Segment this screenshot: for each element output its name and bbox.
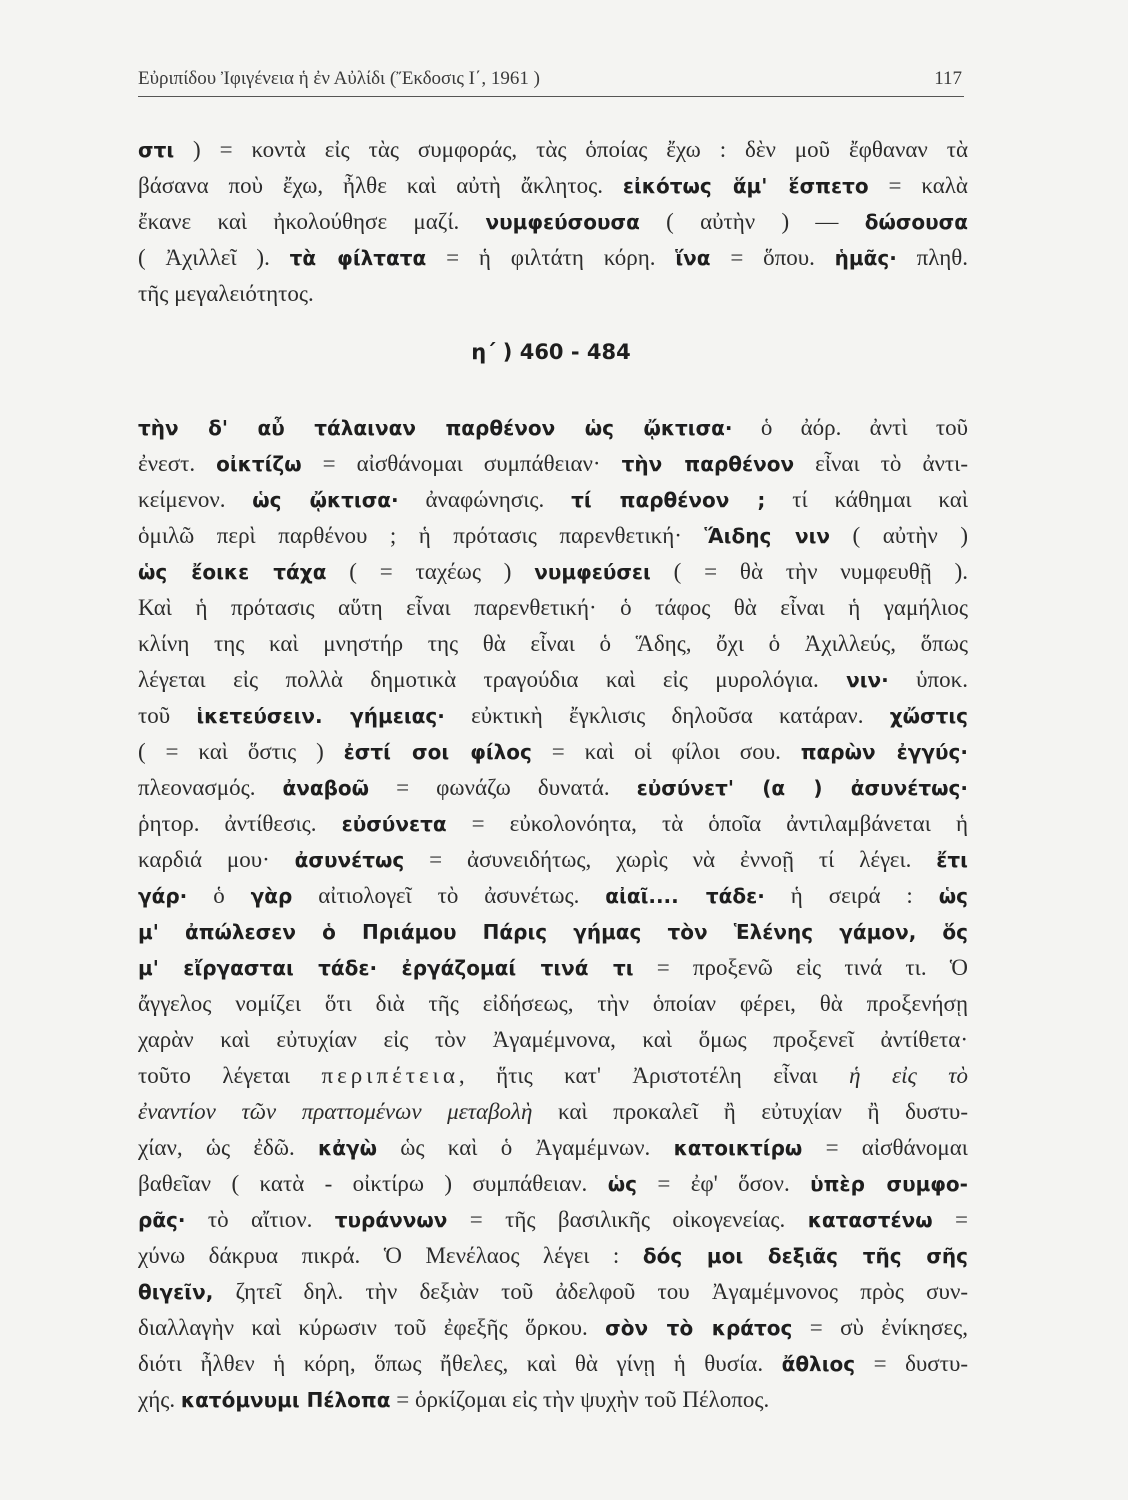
lemma-bold: τυράννων bbox=[334, 1208, 448, 1232]
text-run: ἡ σειρά : bbox=[764, 883, 939, 908]
lemma-bold: ἡμᾶς· bbox=[834, 246, 897, 270]
lemma-bold: τὴν παρθένον bbox=[621, 452, 795, 476]
text-run: = δυστυ- bbox=[855, 1351, 968, 1376]
lemma-bold: ὡς bbox=[607, 1172, 637, 1196]
text-line bbox=[138, 734, 968, 770]
lemma-bold: κατόμνυμι Πέλοπα bbox=[180, 1388, 391, 1412]
text-run: = ὅπου. bbox=[710, 245, 835, 270]
lemma-bold: τὰ φίλτατα bbox=[289, 246, 427, 270]
text-run: ( Ἀχιλλεῖ ). bbox=[138, 245, 290, 270]
lemma-bold: γάρ· bbox=[138, 884, 188, 908]
lemma-bold: σὸν τὸ κράτος bbox=[605, 1316, 793, 1340]
text-line bbox=[138, 698, 968, 734]
text-run: ὑποκ. bbox=[888, 667, 968, 692]
text-line bbox=[138, 662, 968, 698]
lemma-bold: ἱκετεύσειν. γήμειας· bbox=[196, 704, 445, 728]
text-line bbox=[138, 590, 968, 626]
text-line bbox=[138, 1202, 968, 1238]
lemma-bold: νυμφεύσει bbox=[534, 560, 651, 584]
lemma-bold: ὡς bbox=[938, 884, 968, 908]
text-run: = bbox=[932, 1207, 968, 1232]
text-line bbox=[138, 986, 968, 1022]
text-line bbox=[138, 1310, 968, 1346]
text-run: ( = θὰ τὴν νυμφευθῇ ). bbox=[650, 559, 968, 584]
text-run: = σὺ ἐνίκησες, bbox=[792, 1315, 968, 1340]
text-run: = εὐκολονόητα, τὰ ὁποῖα ἀντιλαμβάνεται ἡ bbox=[446, 811, 968, 836]
text-line bbox=[138, 554, 968, 590]
lemma-bold: ἀσυνέτως bbox=[294, 848, 405, 872]
text-run: διότι ἦλθεν ἡ κόρη, ὅπως ἤθελες, καὶ θὰ γίνῃ ἡ θυσία. bbox=[138, 1351, 782, 1376]
lemma-bold: τί παρθένον ; bbox=[571, 488, 766, 512]
lemma-bold: οἰκτίζω bbox=[216, 452, 302, 476]
lemma-bold: νιν· bbox=[846, 668, 889, 692]
text-run: = ἐφ' ὅσον. bbox=[636, 1171, 811, 1196]
text-line bbox=[138, 482, 968, 518]
text-run: = φωνάζω δυνατά. bbox=[369, 775, 637, 800]
text-line bbox=[138, 410, 968, 446]
text-run: = αἰσθάνομαι συμπάθειαν· bbox=[301, 451, 622, 476]
quotation-italic: ἐναντίον τῶν πραττομένων μεταβολὴ bbox=[138, 1099, 533, 1124]
text-run: λέγεται εἰς πολλὰ δημοτικὰ τραγούδια καὶ εἰς μυρολόγια. bbox=[138, 667, 847, 692]
text-line bbox=[138, 132, 968, 168]
text-line bbox=[138, 1130, 968, 1166]
text-line bbox=[138, 1238, 968, 1274]
text-run: διαλλαγὴν καὶ κύρωσιν τοῦ ἐφεξῆς ὅρκου. bbox=[138, 1315, 606, 1340]
text-run: τῆς μεγαλειότητος. bbox=[138, 281, 314, 306]
lemma-bold: ἔτι bbox=[936, 848, 968, 872]
lemma-bold: κἀγὼ bbox=[318, 1136, 378, 1160]
text-run: χίαν, ὡς ἐδῶ. bbox=[138, 1135, 319, 1160]
text-line bbox=[138, 518, 968, 554]
lemma-bold: καταστένω bbox=[807, 1208, 933, 1232]
lemma-bold: γὰρ bbox=[250, 884, 293, 908]
text-run: τοῦτο λέγεται bbox=[138, 1063, 322, 1088]
text-line bbox=[138, 276, 968, 312]
text-line bbox=[138, 446, 968, 482]
text-run: ἐνεστ. bbox=[138, 451, 217, 476]
lemma-bold: εὐσύνετ' (α ) ἀσυνέτως· bbox=[636, 776, 968, 800]
text-line bbox=[138, 950, 968, 986]
page-number: 117 bbox=[934, 68, 962, 89]
text-run: κείμενον. bbox=[138, 487, 253, 512]
text-run: = ἡ φιλτάτη κόρη. bbox=[426, 245, 676, 270]
lemma-bold: στι bbox=[138, 138, 175, 162]
text-run: = καλὰ bbox=[868, 173, 968, 198]
lemma-bold: νυμφεύσουσα bbox=[485, 210, 640, 234]
text-run: καρδιά μου· bbox=[138, 847, 295, 872]
text-line bbox=[138, 1274, 968, 1310]
spaced-term: περιπέτεια bbox=[321, 1063, 459, 1088]
text-run: καὶ προκαλεῖ ἢ εὐτυχίαν ἢ δυστυ- bbox=[532, 1099, 968, 1124]
lemma-bold: ἀναβοῶ bbox=[282, 776, 370, 800]
text-run: ἔκανε καὶ ἠκολούθησε μαζί. bbox=[138, 209, 486, 234]
text-line bbox=[138, 914, 968, 950]
lemma-bold: ἐστί σοι φίλος bbox=[343, 740, 532, 764]
running-title: Εὐριπίδου Ἰφιγένεια ἡ ἐν Αὐλίδι (Ἔκδοσις Ι΄, 1961 ) bbox=[138, 68, 540, 89]
text-run: Καὶ ἡ πρότασις αὕτη εἶναι παρενθετική· ὁ τάφος θὰ εἶναι ἡ γαμήλιος bbox=[138, 595, 968, 620]
running-header bbox=[138, 66, 964, 97]
text-line bbox=[138, 1346, 968, 1382]
lemma-bold: χὤστις bbox=[889, 704, 968, 728]
lemma-bold: κατοικτίρω bbox=[673, 1136, 803, 1160]
text-run: βάσανα ποὺ ἔχω, ἦλθε καὶ αὐτὴ ἄκλητος. bbox=[138, 173, 623, 198]
lemma-bold: μ' εἴργασται τάδε· ἐργάζομαί τινά τι bbox=[138, 956, 634, 980]
text-run: ( αὐτὴν ) — bbox=[639, 209, 865, 234]
text-run: εὐκτικὴ ἔγκλισις δηλοῦσα κατάραν. bbox=[444, 703, 890, 728]
text-run: τὸ αἴτιον. bbox=[185, 1207, 335, 1232]
lemma-bold: ὡς ᾤκτισα· bbox=[252, 488, 399, 512]
lemma-bold: εἰκότως ἅμ' ἕσπετο bbox=[622, 174, 869, 198]
text-run: ἀναφώνησις. bbox=[398, 487, 572, 512]
text-run: κλίνη της καὶ μνηστήρ της θὰ εἶναι ὁ Ἅδης, ὄχι ὁ Ἀχιλλεύς, ὅπως bbox=[138, 631, 968, 656]
text-run: ὡς καὶ ὁ Ἀγαμέμνων. bbox=[377, 1135, 674, 1160]
text-run: ἄγγελος νομίζει ὅτι διὰ τῆς εἰδήσεως, τὴν ὁποίαν φέρει, θὰ προξενήσῃ bbox=[138, 991, 968, 1016]
text-run: = αἰσθάνομαι bbox=[802, 1135, 968, 1160]
text-line bbox=[138, 626, 968, 662]
text-run: ῥητορ. ἀντίθεσις. bbox=[138, 811, 342, 836]
commentary-top-block bbox=[138, 132, 968, 312]
lemma-bold: ρᾶς· bbox=[138, 1208, 186, 1232]
text-run: χαρὰν καὶ εὐτυχίαν εἰς τὸν Ἀγαμέμνονα, καὶ ὅμως προξενεῖ ἀντίθετα· bbox=[138, 1027, 968, 1052]
text-run: ζητεῖ δηλ. τὴν δεξιὰν τοῦ ἀδελφοῦ του Ἀγαμέμνονος πρὸς συν- bbox=[213, 1279, 968, 1304]
lemma-bold: παρὼν ἐγγύς· bbox=[800, 740, 968, 764]
text-run: εἶναι τὸ ἀντι- bbox=[794, 451, 968, 476]
text-run: ὁμιλῶ περὶ παρθένου ; ἡ πρότασις παρενθετική· bbox=[138, 523, 705, 548]
text-run: = ἀσυνειδήτως, χωρὶς νὰ ἐννοῇ τί λέγει. bbox=[404, 847, 937, 872]
text-run: ὁ bbox=[187, 883, 251, 908]
text-run: πλεονασμός. bbox=[138, 775, 283, 800]
text-run: τί κάθημαι καὶ bbox=[765, 487, 969, 512]
lemma-bold: δός μοι δεξιᾶς τῆς σῆς bbox=[642, 1244, 968, 1268]
text-line bbox=[138, 806, 968, 842]
lemma-bold: εὐσύνετα bbox=[341, 812, 447, 836]
text-line bbox=[138, 1094, 968, 1130]
section-heading: η΄ ) 460 - 484 bbox=[471, 340, 631, 364]
lemma-bold: Ἅιδης νιν bbox=[704, 524, 831, 548]
text-run: ) = κοντὰ εἰς τὰς συμφοράς, τὰς ὁποίας ἔχω : δὲν μοῦ ἔφθαναν τὰ bbox=[174, 137, 968, 162]
text-line bbox=[138, 168, 968, 204]
text-run: = προξενῶ εἰς τινά τι. Ὁ bbox=[633, 955, 968, 980]
quotation-italic: ἡ εἰς τὸ bbox=[849, 1063, 968, 1088]
text-run: ( αὐτὴν ) bbox=[830, 523, 968, 548]
lemma-bold: δώσουσα bbox=[864, 210, 968, 234]
text-run: πληθ. bbox=[896, 245, 968, 270]
text-run: = ὁρκίζομαι εἰς τὴν ψυχὴν τοῦ Πέλοπος. bbox=[390, 1387, 770, 1412]
text-run: = καὶ οἱ φίλοι σου. bbox=[531, 739, 801, 764]
text-line bbox=[138, 1166, 968, 1202]
commentary-main-block bbox=[138, 410, 968, 1418]
lemma-bold: αἰαῖ.... τάδε· bbox=[605, 884, 765, 908]
text-run: αἰτιολογεῖ τὸ ἀσυνέτως. bbox=[292, 883, 606, 908]
lemma-bold: ὑπὲρ συμφο- bbox=[810, 1172, 968, 1196]
text-run: , ἥτις κατ' Ἀριστοτέλη εἶναι bbox=[458, 1063, 850, 1088]
text-line bbox=[138, 204, 968, 240]
text-line bbox=[138, 770, 968, 806]
lemma-bold: ὡς ἔοικε τάχα bbox=[138, 560, 327, 584]
lemma-bold: θιγεῖν, bbox=[138, 1280, 214, 1304]
text-line bbox=[138, 1382, 968, 1418]
text-run: βαθεῖαν ( κατὰ - οἰκτίρω ) συμπάθειαν. bbox=[138, 1171, 608, 1196]
text-run: = τῆς βασιλικῆς οἰκογενείας. bbox=[447, 1207, 808, 1232]
text-line bbox=[138, 842, 968, 878]
lemma-bold: μ' ἀπώλεσεν ὁ Πριάμου Πάρις γήμας τὸν Ἑλένης γάμον, ὅς bbox=[138, 920, 968, 944]
lemma-bold: ἵνα bbox=[675, 246, 711, 270]
text-run: χής. bbox=[138, 1387, 181, 1412]
text-line bbox=[138, 240, 968, 276]
lemma-bold: ἄθλιος bbox=[781, 1352, 856, 1376]
text-line bbox=[138, 878, 968, 914]
text-run: ( = ταχέως ) bbox=[326, 559, 535, 584]
text-run: ( = καὶ ὅστις ) bbox=[138, 739, 344, 764]
text-run: τοῦ bbox=[138, 703, 197, 728]
text-run: χύνω δάκρυα πικρά. Ὁ Μενέλαος λέγει : bbox=[138, 1243, 643, 1268]
text-run: ὁ ἀόρ. ἀντὶ τοῦ bbox=[732, 415, 968, 440]
text-line bbox=[138, 1058, 968, 1094]
lemma-bold: τὴν δ' αὖ τάλαιναν παρθένον ὡς ᾤκτισα· bbox=[138, 416, 733, 440]
text-line bbox=[138, 1022, 968, 1058]
